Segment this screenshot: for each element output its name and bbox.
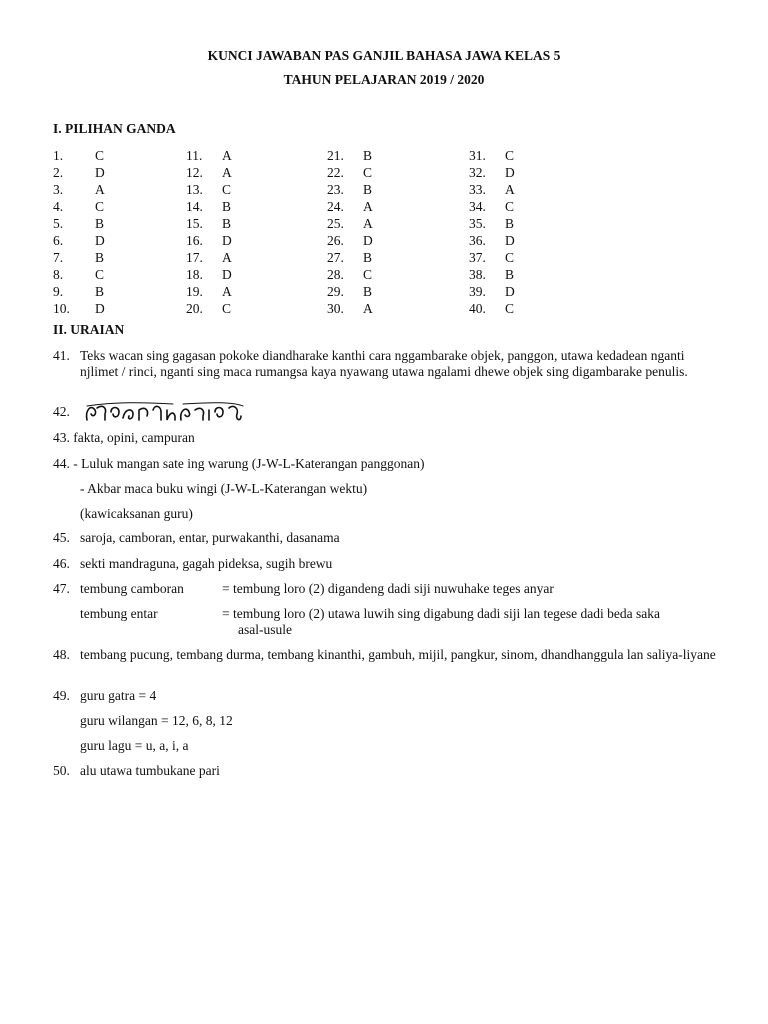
question-number: 27. — [327, 250, 344, 265]
answer-letter: B — [363, 284, 373, 299]
answer-column-3 — [327, 147, 373, 317]
question-number: 29. — [327, 284, 344, 299]
javanese-script-icon — [83, 400, 253, 424]
answer-letter: D — [505, 233, 515, 248]
answer-letter: D — [505, 165, 515, 180]
answer-row — [186, 266, 232, 283]
answer-letter: C — [95, 148, 105, 163]
term-definition-continued: asal-usule — [238, 622, 292, 637]
essay-answer-47-camboran — [53, 581, 723, 597]
question-number: 36. — [469, 233, 486, 248]
answer-letter: B — [222, 199, 232, 214]
answer-row — [186, 249, 232, 266]
question-number: 38. — [469, 267, 486, 282]
answer-letter: D — [222, 267, 232, 282]
answer-row — [327, 147, 373, 164]
section-heading-multiple-choice: I. PILIHAN GANDA — [53, 121, 176, 136]
question-number: 17. — [186, 250, 203, 265]
term-definition: = tembung loro (2) utawa luwih sing digabung dadi siji lan tegese dadi beda saka — [222, 606, 661, 621]
answer-text: guru gatra = 4 — [80, 688, 157, 703]
answer-letter: B — [363, 148, 373, 163]
answer-row — [327, 164, 373, 181]
question-number: 18. — [186, 267, 203, 282]
question-number: 11. — [186, 148, 203, 163]
answer-letter: B — [95, 250, 105, 265]
answer-row — [327, 232, 373, 249]
question-number: 35. — [469, 216, 486, 231]
question-number: 45. — [53, 530, 70, 545]
answer-row — [469, 164, 515, 181]
answer-letter: B — [505, 216, 515, 231]
answer-letter: B — [95, 284, 105, 299]
answer-text: - Akbar maca buku wingi (J-W-L-Katerangan wektu) — [80, 481, 368, 496]
answer-text: guru lagu = u, a, i, a — [80, 738, 189, 753]
answer-text: sekti mandraguna, gagah pideksa, sugih brewu — [80, 556, 333, 571]
answer-row — [469, 147, 515, 164]
answer-row — [53, 164, 105, 181]
answer-letter: D — [95, 233, 105, 248]
term-label: tembung camboran — [80, 581, 184, 596]
answer-letter: C — [95, 199, 105, 214]
answer-letter: D — [95, 301, 105, 316]
essay-answer-48 — [53, 647, 723, 679]
question-number: 41. — [53, 348, 70, 363]
question-number: 13. — [186, 182, 203, 197]
question-number: 33. — [469, 182, 486, 197]
question-number: 3. — [53, 182, 64, 197]
answer-text: Teks wacan sing gagasan pokoke diandharake kanthi cara nggambarake objek, panggon, utawa kedadean nganti njlimet / rinci, nganti sing maca rumangsa kaya nyawang utawa ngalami dhewe objek sing digambarake penulis. — [80, 348, 688, 379]
answer-row — [186, 215, 232, 232]
document-title: KUNCI JAWABAN PAS GANJIL BAHASA JAWA KELAS 5 — [207, 48, 561, 63]
essay-answer-42 — [53, 404, 723, 426]
question-number: 16. — [186, 233, 203, 248]
question-number: 50. — [53, 763, 70, 778]
answer-row — [53, 249, 105, 266]
answer-letter: D — [363, 233, 373, 248]
answer-row — [186, 283, 232, 300]
question-number: 4. — [53, 199, 64, 214]
answer-row — [53, 147, 105, 164]
term-label: tembung entar — [80, 606, 158, 621]
answer-letter: C — [505, 148, 515, 163]
question-number: 7. — [53, 250, 64, 265]
answer-row — [186, 232, 232, 249]
answer-letter: A — [505, 182, 515, 197]
question-number: 40. — [469, 301, 486, 316]
question-number: 12. — [186, 165, 203, 180]
answer-note: (kawicaksanan guru) — [80, 506, 193, 521]
question-number: 15. — [186, 216, 203, 231]
answer-letter: C — [505, 199, 515, 214]
answer-row — [469, 232, 515, 249]
answer-letter: A — [222, 250, 232, 265]
question-number: 37. — [469, 250, 486, 265]
answer-text: saroja, camboran, entar, purwakanthi, dasanama — [80, 530, 340, 545]
answer-row — [327, 283, 373, 300]
answer-row — [469, 283, 515, 300]
question-number: 26. — [327, 233, 344, 248]
question-number: 9. — [53, 284, 64, 299]
answer-row — [327, 300, 373, 317]
question-number: 22. — [327, 165, 344, 180]
question-number: 48. — [53, 647, 70, 662]
essay-answer-47-entar — [53, 606, 723, 638]
question-number: 1. — [53, 148, 64, 163]
answer-row — [186, 164, 232, 181]
answer-letter: A — [363, 216, 373, 231]
answer-column-4 — [469, 147, 515, 317]
answer-letter: B — [363, 182, 373, 197]
answer-row — [53, 181, 105, 198]
question-number: 2. — [53, 165, 64, 180]
question-number: 14. — [186, 199, 203, 214]
answer-letter: B — [505, 267, 515, 282]
answer-row — [186, 147, 232, 164]
answer-letter: C — [505, 250, 515, 265]
answer-letter: A — [95, 182, 105, 197]
answer-row — [469, 215, 515, 232]
answer-letter: B — [222, 216, 232, 231]
question-number: 20. — [186, 301, 203, 316]
question-number: 30. — [327, 301, 344, 316]
answer-text: 44. - Luluk mangan sate ing warung (J-W-L-Katerangan panggonan) — [53, 456, 425, 471]
answer-row — [186, 300, 232, 317]
answer-row — [327, 198, 373, 215]
question-number: 49. — [53, 688, 70, 703]
question-number: 5. — [53, 216, 64, 231]
question-number: 21. — [327, 148, 344, 163]
answer-letter: D — [95, 165, 105, 180]
answer-column-2 — [186, 147, 232, 317]
answer-letter: C — [95, 267, 105, 282]
question-number: 28. — [327, 267, 344, 282]
answer-text: tembang pucung, tembang durma, tembang kinanthi, gambuh, mijil, pangkur, sinom, dhandhanggula lan saliya-liyane — [80, 647, 716, 662]
section-heading-essay: II. URAIAN — [53, 322, 125, 337]
answer-letter: C — [222, 301, 232, 316]
answer-letter: C — [222, 182, 232, 197]
question-number: 46. — [53, 556, 70, 571]
answer-row — [469, 198, 515, 215]
answer-letter: B — [95, 216, 105, 231]
answer-row — [469, 266, 515, 283]
answer-letter: A — [363, 301, 373, 316]
term-definition: = tembung loro (2) digandeng dadi siji nuwuhake teges anyar — [222, 581, 554, 596]
answer-row — [327, 215, 373, 232]
answer-letter: A — [222, 284, 232, 299]
answer-letter: B — [363, 250, 373, 265]
answer-row — [53, 283, 105, 300]
question-number: 42. — [53, 404, 70, 419]
answer-letter: D — [222, 233, 232, 248]
answer-row — [186, 181, 232, 198]
question-number: 23. — [327, 182, 344, 197]
answer-row — [53, 300, 105, 317]
answer-row — [469, 181, 515, 198]
answer-letter: A — [222, 165, 232, 180]
answer-letter: C — [363, 267, 373, 282]
document-subtitle: TAHUN PELAJARAN 2019 / 2020 — [283, 72, 485, 87]
answer-row — [186, 198, 232, 215]
answer-letter: C — [505, 301, 515, 316]
question-number: 34. — [469, 199, 486, 214]
answer-text: 43. fakta, opini, campuran — [53, 430, 195, 445]
question-number: 19. — [186, 284, 203, 299]
answer-row — [53, 266, 105, 283]
question-number: 25. — [327, 216, 344, 231]
essay-answer-41 — [53, 348, 723, 396]
answer-row — [327, 181, 373, 198]
answer-row — [469, 249, 515, 266]
answer-letter: D — [505, 284, 515, 299]
answer-row — [327, 266, 373, 283]
answer-row — [53, 232, 105, 249]
question-number: 8. — [53, 267, 64, 282]
question-number: 47. — [53, 581, 70, 596]
answer-row — [469, 300, 515, 317]
question-number: 24. — [327, 199, 344, 214]
answer-column-1 — [53, 147, 105, 317]
answer-text: alu utawa tumbukane pari — [80, 763, 220, 778]
answer-row — [53, 215, 105, 232]
question-number: 32. — [469, 165, 486, 180]
question-number: 31. — [469, 148, 486, 163]
answer-letter: A — [363, 199, 373, 214]
question-number: 10. — [53, 301, 70, 316]
answer-row — [327, 249, 373, 266]
answer-text: guru wilangan = 12, 6, 8, 12 — [80, 713, 233, 728]
answer-letter: A — [222, 148, 232, 163]
answer-letter: C — [363, 165, 373, 180]
question-number: 6. — [53, 233, 64, 248]
question-number: 39. — [469, 284, 486, 299]
answer-row — [53, 198, 105, 215]
